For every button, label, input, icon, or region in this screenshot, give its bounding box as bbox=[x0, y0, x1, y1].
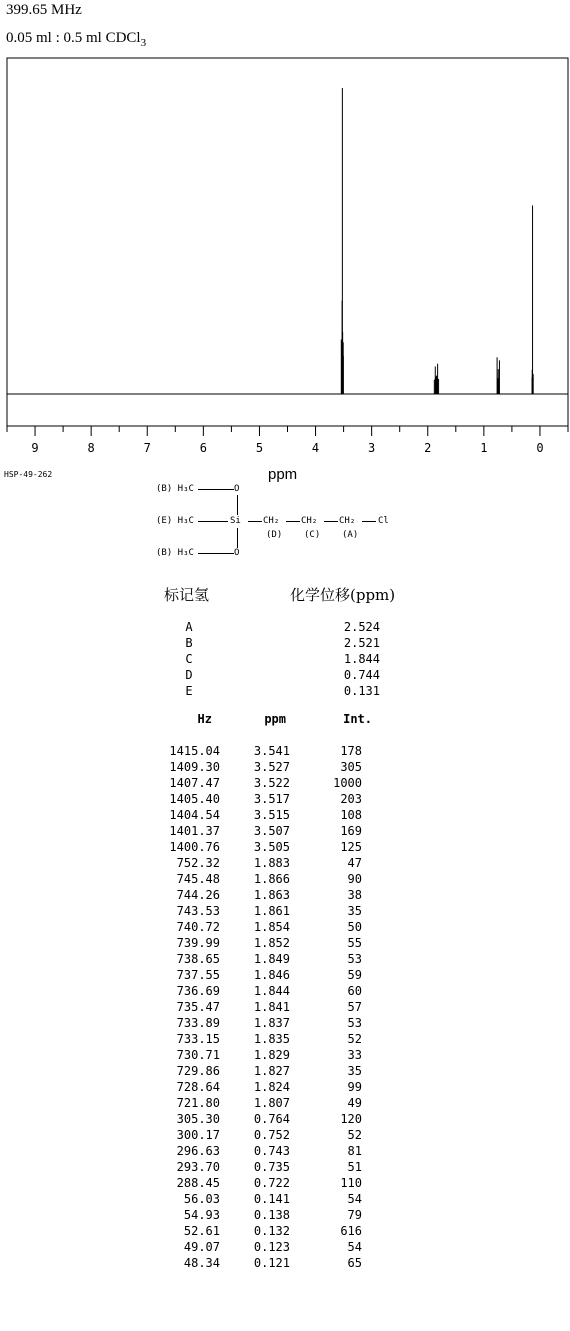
peak-int: 53 bbox=[347, 952, 362, 966]
peak-row bbox=[0, 840, 570, 856]
spectrometer-frequency: 399.65 MHz bbox=[6, 2, 82, 18]
structure-ch2-d: CH₂ bbox=[263, 516, 280, 526]
peak-row bbox=[0, 984, 570, 1000]
peak-row bbox=[0, 936, 570, 952]
peak-row bbox=[0, 952, 570, 968]
peak-row bbox=[0, 776, 570, 792]
peak-header-hz: Hz bbox=[197, 712, 212, 726]
peak-int: 1000 bbox=[333, 776, 362, 790]
peak-hz: 52.61 bbox=[183, 1224, 220, 1238]
peak-int: 65 bbox=[347, 1256, 362, 1270]
peak-int: 52 bbox=[347, 1128, 362, 1142]
structure-label-d: (D) bbox=[266, 530, 283, 540]
peak-hz: 752.32 bbox=[176, 856, 220, 870]
structure-e-methyl: (E) H₃C bbox=[156, 516, 194, 526]
peak-int: 35 bbox=[347, 1064, 362, 1078]
peak-ppm: 3.527 bbox=[253, 760, 290, 774]
x-tick-label: 4 bbox=[311, 441, 320, 455]
peak-hz: 738.65 bbox=[176, 952, 220, 966]
peak-hz: 728.64 bbox=[176, 1080, 220, 1094]
x-tick-label: 7 bbox=[143, 441, 151, 455]
peak-ppm: 1.863 bbox=[253, 888, 290, 902]
plot-frame bbox=[7, 58, 568, 426]
peak-row bbox=[0, 1000, 570, 1016]
peak-int: 120 bbox=[340, 1112, 362, 1126]
peak-table bbox=[0, 744, 570, 1272]
assignment-row bbox=[0, 620, 570, 636]
structure-ch2-a: CH₂ bbox=[339, 516, 356, 526]
peak-int: 50 bbox=[347, 920, 362, 934]
bond-b-o-lower bbox=[198, 553, 234, 554]
assignment-row bbox=[0, 684, 570, 700]
peak-row bbox=[0, 920, 570, 936]
peak-int: 57 bbox=[347, 1000, 362, 1014]
peak-row bbox=[0, 872, 570, 888]
peak-header-ppm: ppm bbox=[264, 712, 286, 726]
peak-row bbox=[0, 824, 570, 840]
peak-ppm: 1.841 bbox=[253, 1000, 290, 1014]
peak-ppm: 1.854 bbox=[253, 920, 290, 934]
peak-int: 51 bbox=[347, 1160, 362, 1174]
peak-int: 49 bbox=[347, 1096, 362, 1110]
structure-o-upper: O bbox=[234, 484, 240, 494]
chemical-structure bbox=[150, 478, 430, 570]
peak-int: 59 bbox=[347, 968, 362, 982]
peak-ppm: 0.132 bbox=[253, 1224, 290, 1238]
structure-o-lower: O bbox=[234, 548, 240, 558]
peak-ppm: 1.883 bbox=[253, 856, 290, 870]
peak-hz: 729.86 bbox=[176, 1064, 220, 1078]
peak-row bbox=[0, 1144, 570, 1160]
peak-int: 616 bbox=[340, 1224, 362, 1238]
peak-hz: 721.80 bbox=[176, 1096, 220, 1110]
peak-int: 52 bbox=[347, 1032, 362, 1046]
peak-hz: 1401.37 bbox=[169, 824, 220, 838]
peak-ppm: 0.138 bbox=[253, 1208, 290, 1222]
bond-b-o-upper bbox=[198, 489, 234, 490]
peak-ppm: 1.844 bbox=[253, 984, 290, 998]
peak-row bbox=[0, 968, 570, 984]
bond-a-cl bbox=[362, 521, 376, 522]
peak-hz: 1415.04 bbox=[169, 744, 220, 758]
peak-ppm: 3.505 bbox=[253, 840, 290, 854]
peak-int: 110 bbox=[340, 1176, 362, 1190]
solvent-text: 0.05 ml : 0.5 ml CDCl bbox=[6, 30, 141, 46]
bond-o-si-upper bbox=[237, 495, 238, 515]
peak-row bbox=[0, 792, 570, 808]
nmr-spectrum-chart bbox=[0, 0, 570, 470]
peak-ppm: 0.752 bbox=[253, 1128, 290, 1142]
peak-row bbox=[0, 1016, 570, 1032]
peak-int: 54 bbox=[347, 1192, 362, 1206]
peak-ppm: 3.541 bbox=[253, 744, 290, 758]
peak-row bbox=[0, 1032, 570, 1048]
peak-int: 169 bbox=[340, 824, 362, 838]
peak-hz: 49.07 bbox=[183, 1240, 220, 1254]
peak-row bbox=[0, 888, 570, 904]
peak-hz: 743.53 bbox=[176, 904, 220, 918]
assignment-table bbox=[0, 620, 570, 700]
structure-b-methyl-lower: (B) H₃C bbox=[156, 548, 194, 558]
bond-si-d bbox=[248, 521, 262, 522]
peak-hz: 296.63 bbox=[176, 1144, 220, 1158]
assignment-row bbox=[0, 652, 570, 668]
peak-int: 33 bbox=[347, 1048, 362, 1062]
peak-ppm: 1.824 bbox=[253, 1080, 290, 1094]
assignment-shift: 0.131 bbox=[343, 684, 380, 698]
peak-int: 54 bbox=[347, 1240, 362, 1254]
peak-ppm: 0.743 bbox=[253, 1144, 290, 1158]
peak-hz: 54.93 bbox=[183, 1208, 220, 1222]
peak-row bbox=[0, 1176, 570, 1192]
assignment-label: B bbox=[185, 636, 193, 650]
x-tick-label: 2 bbox=[424, 441, 432, 455]
peak-hz: 745.48 bbox=[176, 872, 220, 886]
structure-ch2-c: CH₂ bbox=[301, 516, 318, 526]
peak-header-int: Int. bbox=[343, 712, 372, 726]
peak-ppm: 1.866 bbox=[253, 872, 290, 886]
peak-row bbox=[0, 1096, 570, 1112]
peak-ppm: 0.764 bbox=[253, 1112, 290, 1126]
peak-ppm: 1.829 bbox=[253, 1048, 290, 1062]
peak-row bbox=[0, 1064, 570, 1080]
peak-int: 90 bbox=[347, 872, 362, 886]
peak-hz: 300.17 bbox=[176, 1128, 220, 1142]
peak-row bbox=[0, 808, 570, 824]
peak-ppm: 1.849 bbox=[253, 952, 290, 966]
peak-int: 79 bbox=[347, 1208, 362, 1222]
sample-code: HSP-49-262 bbox=[4, 470, 53, 479]
peak-int: 35 bbox=[347, 904, 362, 918]
structure-label-a: (A) bbox=[342, 530, 359, 540]
peak-hz: 1400.76 bbox=[169, 840, 220, 854]
peak-ppm: 1.852 bbox=[253, 936, 290, 950]
peak-row bbox=[0, 1224, 570, 1240]
peak-row bbox=[0, 1192, 570, 1208]
peak-ppm: 1.835 bbox=[253, 1032, 290, 1046]
peak-series bbox=[7, 88, 568, 394]
peak-row bbox=[0, 1048, 570, 1064]
assignment-label: C bbox=[185, 652, 193, 666]
x-axis-ticks bbox=[7, 426, 568, 455]
assignment-header-shift: 化学位移(ppm) bbox=[290, 586, 396, 604]
peak-hz: 735.47 bbox=[176, 1000, 220, 1014]
peak-ppm: 1.827 bbox=[253, 1064, 290, 1078]
assignment-label: E bbox=[185, 684, 193, 698]
x-tick-label: 8 bbox=[87, 441, 95, 455]
peak-int: 38 bbox=[347, 888, 362, 902]
x-tick-label: 3 bbox=[368, 441, 376, 455]
peak-hz: 293.70 bbox=[176, 1160, 220, 1174]
peak-row bbox=[0, 1256, 570, 1272]
bond-d-c bbox=[286, 521, 300, 522]
assignment-shift: 0.744 bbox=[343, 668, 380, 682]
assignment-row bbox=[0, 636, 570, 652]
peak-ppm: 3.522 bbox=[253, 776, 290, 790]
peak-ppm: 0.141 bbox=[253, 1192, 290, 1206]
peak-row bbox=[0, 1128, 570, 1144]
peak-hz: 733.89 bbox=[176, 1016, 220, 1030]
peak-row bbox=[0, 904, 570, 920]
peak-row bbox=[0, 1208, 570, 1224]
peak-int: 178 bbox=[340, 744, 362, 758]
assignment-shift: 2.524 bbox=[343, 620, 380, 634]
peak-int: 108 bbox=[340, 808, 362, 822]
peak-hz: 730.71 bbox=[176, 1048, 220, 1062]
peak-hz: 56.03 bbox=[183, 1192, 220, 1206]
solvent-subscript: 3 bbox=[140, 37, 147, 49]
peak-int: 60 bbox=[347, 984, 362, 998]
peak-hz: 48.34 bbox=[183, 1256, 220, 1270]
x-tick-label: 1 bbox=[480, 441, 488, 455]
x-tick-label: 5 bbox=[255, 441, 264, 455]
bond-si-o-lower bbox=[237, 528, 238, 548]
peak-hz: 1404.54 bbox=[169, 808, 220, 822]
x-tick-label: 6 bbox=[199, 441, 207, 455]
peak-int: 81 bbox=[347, 1144, 362, 1158]
structure-cl: Cl bbox=[378, 516, 389, 526]
assignment-header-label: 标记氢 bbox=[164, 586, 210, 604]
assignment-shift: 2.521 bbox=[343, 636, 380, 650]
peak-int: 125 bbox=[340, 840, 362, 854]
peak-ppm: 3.515 bbox=[253, 808, 290, 822]
peak-ppm: 0.735 bbox=[253, 1160, 290, 1174]
peak-ppm: 1.861 bbox=[253, 904, 290, 918]
peak-ppm: 0.123 bbox=[253, 1240, 290, 1254]
assignment-row bbox=[0, 668, 570, 684]
peak-int: 305 bbox=[340, 760, 362, 774]
peak-hz: 737.55 bbox=[176, 968, 220, 982]
peak-hz: 288.45 bbox=[176, 1176, 220, 1190]
structure-b-methyl-upper: (B) H₃C bbox=[156, 484, 194, 494]
peak-hz: 736.69 bbox=[176, 984, 220, 998]
peak-hz: 305.30 bbox=[176, 1112, 220, 1126]
peak-hz: 739.99 bbox=[176, 936, 220, 950]
bond-c-a bbox=[324, 521, 338, 522]
peak-hz: 744.26 bbox=[176, 888, 220, 902]
structure-si: Si bbox=[230, 516, 241, 526]
peak-ppm: 0.121 bbox=[253, 1256, 290, 1270]
peak-hz: 740.72 bbox=[176, 920, 220, 934]
peak-hz: 1405.40 bbox=[169, 792, 220, 806]
peak-int: 53 bbox=[347, 1016, 362, 1030]
peak-ppm: 0.722 bbox=[253, 1176, 290, 1190]
peak-ppm: 1.837 bbox=[253, 1016, 290, 1030]
peak-row bbox=[0, 1080, 570, 1096]
bond-e-si bbox=[198, 521, 228, 522]
assignment-shift: 1.844 bbox=[343, 652, 380, 666]
peak-row bbox=[0, 744, 570, 760]
assignment-label: D bbox=[185, 668, 193, 682]
x-axis-label: ppm bbox=[268, 466, 298, 483]
peak-int: 99 bbox=[347, 1080, 362, 1094]
peak-ppm: 3.517 bbox=[253, 792, 290, 806]
x-tick-label: 0 bbox=[536, 441, 544, 455]
peak-row bbox=[0, 1112, 570, 1128]
peak-row bbox=[0, 1160, 570, 1176]
peak-row bbox=[0, 856, 570, 872]
peak-ppm: 3.507 bbox=[253, 824, 290, 838]
peak-int: 47 bbox=[347, 856, 362, 870]
peak-row bbox=[0, 760, 570, 776]
peak-ppm: 1.807 bbox=[253, 1096, 290, 1110]
peak-row bbox=[0, 1240, 570, 1256]
assignment-label: A bbox=[185, 620, 193, 634]
peak-hz: 1409.30 bbox=[169, 760, 220, 774]
structure-label-c: (C) bbox=[304, 530, 321, 540]
peak-hz: 1407.47 bbox=[169, 776, 220, 790]
peak-int: 203 bbox=[340, 792, 362, 806]
x-tick-label: 9 bbox=[31, 441, 39, 455]
peak-int: 55 bbox=[347, 936, 362, 950]
peak-hz: 733.15 bbox=[176, 1032, 220, 1046]
peak-ppm: 1.846 bbox=[253, 968, 290, 982]
